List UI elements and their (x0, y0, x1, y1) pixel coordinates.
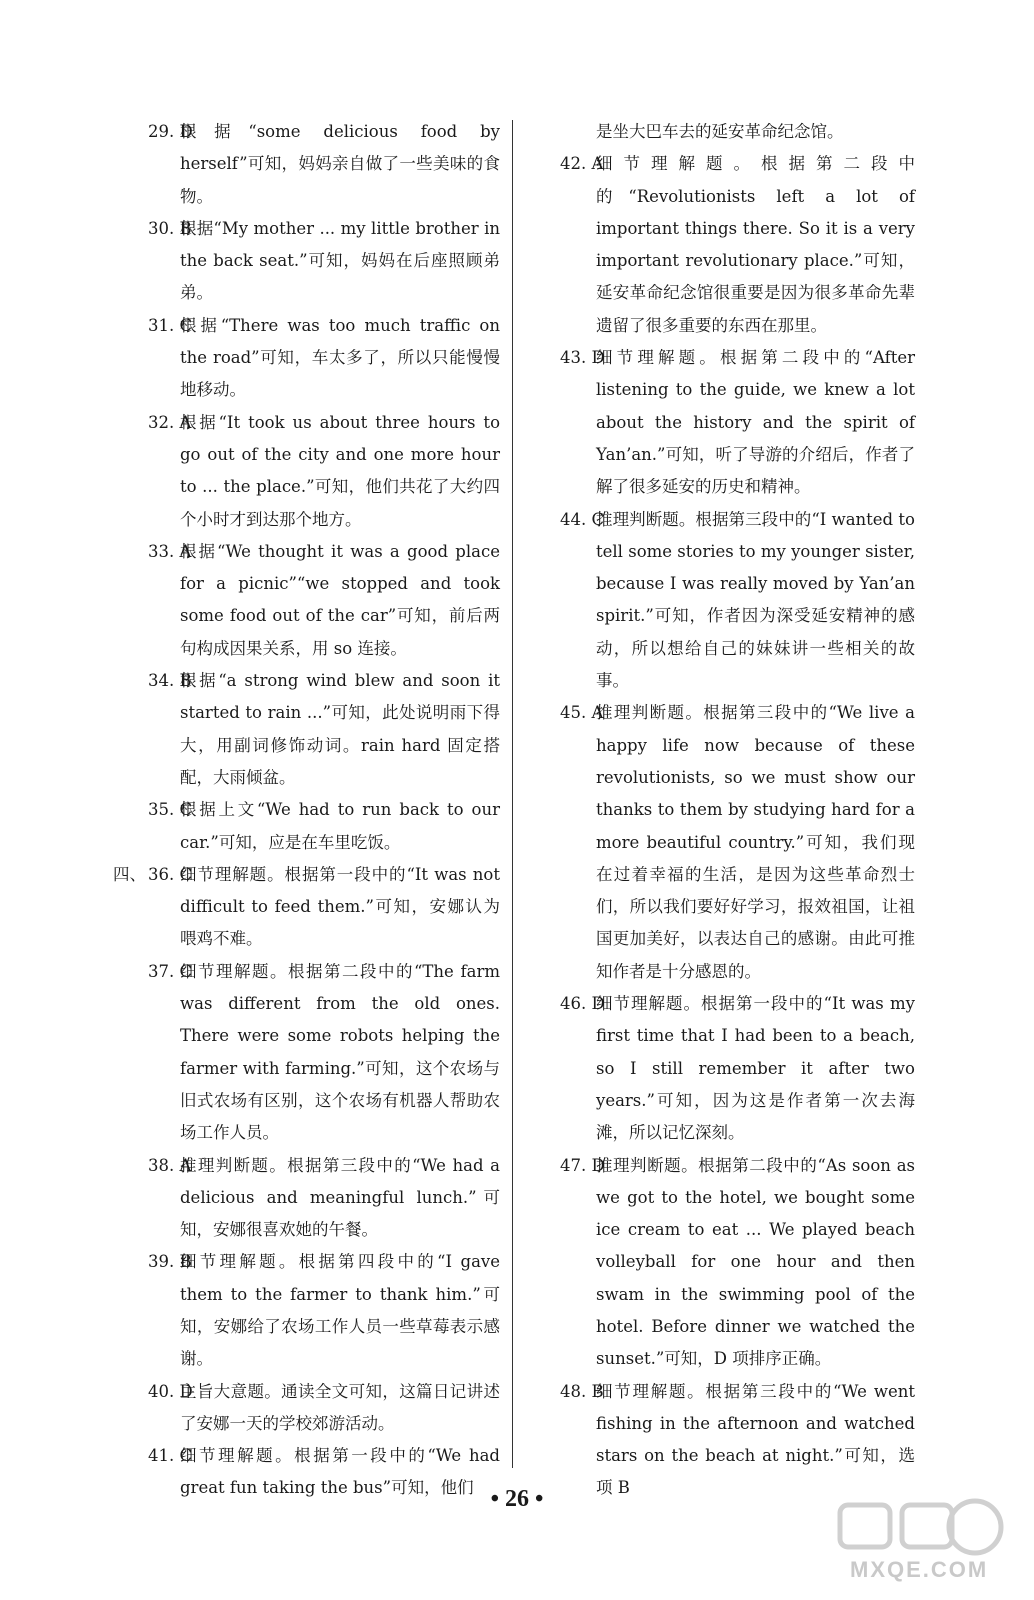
answer-number-text: 40. D (148, 1381, 193, 1401)
answer-item (560, 342, 915, 503)
answer-number-text: 31. C (148, 315, 193, 335)
answer-number (560, 697, 603, 729)
answer-explanation: 推理判断题。根据第三段中的“I wanted to tell some stories to my younger sister, because I was really moved by Yan’an spirit.”可知，作者因为深受延安精神的感动，所以想给自己的妹妹讲一些相关的故事。 (596, 509, 915, 691)
answer-number-text: 45. A (560, 703, 604, 723)
answer-explanation: 推理判断题。根据第三段中的“We live a happy life now because of these revolutionists, so we must show our thanks to them by studying hard for a more beautiful country.”可知，我们现在过着幸福的生活，是因为这些革命烈士们，所以我们要好好学习，报效祖国，让祖国更加美好，以表达自己的感谢。由此可推知作者是十分感恩的。 (596, 703, 915, 981)
answer-item (120, 213, 500, 310)
answer-explanation: 推理判断题。根据第二段中的“As soon as we got to the hotel, we bought some ice cream to eat ... We played beach volleyball for one hour and then swam in the swimming pool of the hotel. Before dinner we watched the sunset.”可知，D 项排序正确。 (596, 1155, 915, 1369)
answer-number-text: 32. A (148, 412, 192, 432)
answer-number-text: 42. A (560, 154, 604, 174)
answer-explanation: 细节理解题。根据第四段中的“I gave them to the farmer to thank him.”可知，安娜给了农场工作人员一些草莓表示感谢。 (180, 1252, 500, 1369)
answer-number (560, 1376, 604, 1408)
answer-number (148, 956, 192, 988)
column-divider (512, 120, 513, 1468)
answer-number (148, 213, 192, 245)
answer-number (148, 310, 192, 342)
answer-number-text: 36. C (148, 864, 193, 884)
right-column (560, 116, 915, 1505)
answer-number-text: 30. B (148, 218, 192, 238)
watermark-text: MXQE.COM (850, 1557, 989, 1582)
answer-explanation: 细节理解题。根据第二段中的“After listening to the guide, we knew a lot about the history and the spirit of Yan’an.”可知，听了导游的介绍后，作者了解了很多延安的历史和精神。 (596, 348, 915, 497)
answer-explanation: 根据“some delicious food by herself”可知，妈妈亲自做了一些美味的食物。 (180, 122, 500, 206)
page-number: • 26 • (490, 1486, 544, 1512)
answer-number-text: 38. A (148, 1155, 192, 1175)
answer-item (120, 956, 500, 1150)
answer-explanation: 根据“It took us about three hours to go out of the city and one more hour to ... the place.”可知，他们共花了大约四个小时才到达那个地方。 (180, 412, 500, 529)
answer-item (120, 116, 500, 213)
answer-number-text: 43. D (560, 348, 605, 368)
answer-item (120, 536, 500, 665)
answer-number (560, 988, 605, 1020)
answer-number-text: 48. B (560, 1381, 604, 1401)
answer-explanation: 主旨大意题。通读全文可知，这篇日记讲述了安娜一天的学校郊游活动。 (180, 1381, 500, 1433)
answer-item (120, 1376, 500, 1441)
answer-explanation: 根据“a strong wind blew and soon it started to rain ...”可知，此处说明雨下得大，用副词修饰动词。rain hard 固定搭配，大雨倾盆。 (180, 671, 500, 787)
answer-item (120, 665, 500, 794)
answer-item (120, 794, 500, 859)
answer-explanation: 细节理解题。根据第一段中的“It was not difficult to feed them.”可知，安娜认为喂鸡不难。 (180, 864, 500, 949)
answer-item (120, 407, 500, 536)
answer-item (560, 988, 915, 1149)
answer-number-text: 47. D (560, 1155, 605, 1175)
answer-number (148, 665, 192, 697)
section-marker: 四、 (113, 864, 146, 884)
answer-number-text: 34. B (148, 671, 192, 691)
answer-explanation: 细节理解题。根据第二段中的“Revolutionists left a lot of important things there. So it is a very important revolutionary place.”可知，延安革命纪念馆很重要是因为很多革命先辈遗留了很多重要的东西在那里。 (596, 154, 915, 335)
answer-number-text: 39. B (148, 1252, 192, 1272)
answer-number-text: 29. D (148, 122, 193, 141)
answer-number-text: 46. D (560, 994, 605, 1014)
answer-item (560, 1150, 915, 1376)
answer-number (148, 1246, 192, 1278)
answer-number (560, 1150, 605, 1182)
answer-number (148, 794, 192, 826)
answer-number-text: 37. C (148, 961, 193, 981)
answer-item (560, 148, 915, 342)
answer-explanation: 推理判断题。根据第三段中的“We had a delicious and meaningful lunch.”可知，安娜很喜欢她的午餐。 (180, 1155, 500, 1240)
answer-number (148, 1440, 192, 1472)
answer-explanation: 细节理解题。根据第一段中的“We had great fun taking the bus”可知，他们 (180, 1446, 500, 1498)
answer-continuation: 是坐大巴车去的延安革命纪念馆。 (596, 122, 844, 141)
answer-explanation: 细节理解题。根据第二段中的“The farm was different from the old ones. There were some robots helping the farmer with farming.”可知，这个农场与旧式农场有区别，这个农场有机器人帮助农场工作人员。 (180, 961, 500, 1143)
answer-number (113, 859, 193, 891)
answer-item (560, 504, 915, 698)
answer-explanation: 根据“We thought it was a good place for a picnic”“we stopped and took some food out of the car”可知，前后两句构成因果关系，用 so 连接。 (180, 541, 500, 658)
answer-number (560, 342, 605, 374)
answer-number-text: 44. C (560, 509, 605, 529)
answer-explanation: 根据“My mother ... my little brother in the back seat.”可知，妈妈在后座照顾弟弟。 (180, 218, 500, 303)
answer-number (560, 148, 603, 180)
answer-explanation: 根据“There was too much traffic on the road”可知，车太多了，所以只能慢慢地移动。 (180, 315, 500, 400)
answer-number (148, 1376, 193, 1408)
answer-number-text: 33. A (148, 541, 192, 561)
watermark-logo (820, 1495, 1020, 1590)
answer-number (148, 1150, 191, 1182)
answer-item (120, 310, 500, 407)
answer-number (560, 504, 604, 536)
answer-item (560, 697, 915, 988)
answer-number-text: 35. C (148, 800, 193, 820)
answer-item (113, 859, 500, 956)
answer-item (120, 1246, 500, 1375)
answer-number-text: 41. C (148, 1446, 193, 1466)
answer-number (148, 116, 193, 148)
answer-explanation: 细节理解题。根据第一段中的“It was my first time that I had been to a beach, so I still remember it after two years.”可知，因为这是作者第一次去海滩，所以记忆深刻。 (596, 994, 915, 1143)
answer-number (148, 536, 191, 568)
answer-explanation: 根据上文“We had to run back to our car.”可知，应是在车里吃饭。 (180, 800, 500, 852)
answer-number (148, 407, 191, 439)
answer-item (120, 1150, 500, 1247)
answer-explanation: 细节理解题。根据第三段中的“We went fishing in the afternoon and watched stars on the beach at night.”可知，选项 B (596, 1381, 915, 1498)
left-column (113, 116, 500, 1505)
